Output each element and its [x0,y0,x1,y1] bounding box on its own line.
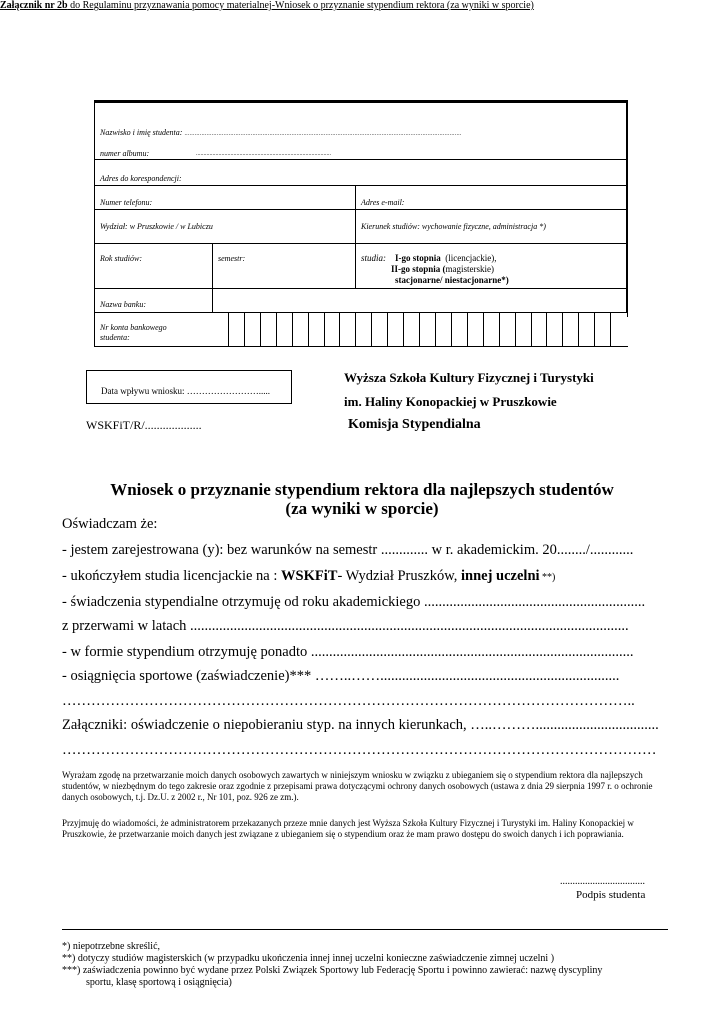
data-administrator-notice: Przyjmuję do wiadomości, że administratorem przekazanych przeze mnie danych jest Wyższa Szkoła Kultury Fizycznej i Turystyki im. Haliny Konopackiej w Pruszkowie, że przetwarzanie moich danych jest związane z ubieganiem się o stypendium oraz że mam prawo dostępu do swoich danych i ich poprawiania. [62,818,634,839]
account-digit-divider [292,312,293,346]
account-digit-divider [515,312,516,346]
signature-line[interactable]: .................................. [560,876,645,887]
studies-level-1-desc: (licencjackie), [445,253,497,263]
student-name-dots: ................................................................................................................................................................... [184,131,462,137]
account-digit-divider [562,312,563,346]
studies-level-2-desc: magisterskie) [445,264,495,274]
intake-date-box [86,370,292,404]
document-subtitle: (za wyniki w sporcie) [285,499,439,518]
account-digit-divider [546,312,547,346]
bank-name-label: Nazwa banku: [100,300,146,309]
bank-name-field[interactable] [100,300,146,310]
attachments-line: Załączniki: oświadczenie o niepobieraniu styp. na innych kierunkach, …..……….................................. [62,717,659,733]
attachment-header [0,0,560,12]
student-name-label: Nazwisko i imię studenta: [100,128,183,137]
intake-date-label: Data wpływu wniosku: ……………………..... [101,386,270,396]
declaration-registered: - jestem zarejestrowana (y): bez warunków na semestr ............. w r. akademickim. 20......../............ [62,542,634,558]
account-digit-divider [419,312,420,346]
album-number-label: numer albumu: [100,149,150,158]
account-digit-divider [276,312,277,346]
album-number-dots: .......................................................................................... [196,151,331,157]
form-divider [212,243,213,312]
account-digit-divider [260,312,261,346]
account-digit-divider [499,312,500,346]
semester-field[interactable] [218,254,245,264]
studies-mode: stacjonarne/ niestacjonarne*) [395,275,509,285]
form-divider [355,243,356,288]
committee-name: Komisja Stypendialna [348,417,481,432]
completed-faculty: - Wydział Pruszków, [337,568,461,584]
direction-field[interactable] [361,222,546,232]
address-field[interactable] [100,174,182,184]
account-digit-divider [403,312,404,346]
form-divider [94,159,628,160]
studies-level-2: II-go stopnia ( [391,264,446,274]
account-digit-divider [244,312,245,346]
reference-number: WSKFiT/R/................... [86,418,202,432]
address-label: Adres do korespondencji: [100,174,182,183]
footnote-ref: **) [539,572,556,583]
form-divider [355,185,356,243]
signature-label: Podpis studenta [576,889,646,901]
form-border [94,312,95,346]
completed-other-university: innej uczelni [461,568,540,584]
studies-label: studia: [361,253,387,263]
footnote-1: *) niepotrzebne skreślić, [62,941,161,952]
account-digit-divider [483,312,484,346]
account-label [100,323,167,343]
email-field[interactable] [361,198,404,208]
attachment-description: do Regulaminu przyznawania pomocy materialnej-Wniosek o przyznanie stypendium rektora (za wyniki w sporcie) [67,0,534,11]
account-digit-divider [578,312,579,346]
form-border [626,100,628,312]
account-digit-divider [387,312,388,346]
email-label: Adres e-mail: [361,198,405,207]
declaration-other-scholarship: - w formie stypendium otrzymuję ponadto ......................................................................................... [62,644,634,660]
completed-studies-text: - ukończyłem studia licencjackie na : [62,568,282,584]
form-divider [94,209,628,210]
student-name-field[interactable] [100,128,462,139]
achievements-continuation: ……………………………………………………………………………………………………….. [62,693,635,709]
faculty-label: Wydział: w Pruszkowie / w Lubiczu [100,222,213,231]
school-patron: im. Haliny Konopackiej w Pruszkowie [344,394,557,409]
declaration-breaks: z przerwami w latach ......................................................................................................................... [62,618,629,634]
form-border [94,100,628,102]
account-digit-divider [228,312,229,346]
account-digit-divider [371,312,372,346]
account-digit-divider [435,312,436,346]
account-digit-divider [531,312,532,346]
account-number-boxes[interactable] [212,312,626,346]
account-digit-divider [355,312,356,346]
studies-level-1: I-go stopnia [395,253,441,263]
account-digit-divider [339,312,340,346]
school-name: Wyższa Szkoła Kultury Fizycznej i Turystyki [344,370,594,385]
declaration-heading: Oświadczam że: [62,516,158,532]
year-field[interactable] [100,254,142,264]
faculty-field[interactable] [100,222,213,232]
account-label-line2: studenta: [100,333,130,342]
semester-label: semestr: [218,254,246,263]
account-digit-divider [610,312,611,346]
account-digit-divider [467,312,468,346]
footnote-2: **) dotyczy studiów magisterskich (w przypadku ukończenia innej innej uczelni konieczne zaświadczenie zimnej uczelni ) [62,953,555,964]
account-digit-divider [594,312,595,346]
account-digit-divider [324,312,325,346]
declaration-scholarship-since: - świadczenia stypendialne otrzymuję od roku akademickiego ............................................................. [62,594,646,610]
direction-label: Kierunek studiów: wychowanie fizyczne, administracja *) [361,222,546,231]
completed-at-wskfit: WSKFiT [281,568,338,584]
phone-field[interactable] [100,198,152,208]
account-digit-divider [308,312,309,346]
album-number-field[interactable] [100,149,331,159]
attachments-continuation: …………………………………………………………………………………………………………… [62,742,657,758]
declaration-sport-achievements: - osiągnięcia sportowe (zaświadczenie)*** ……..…….................................................................. [62,668,620,684]
account-digit-divider [451,312,452,346]
form-divider [94,185,628,186]
form-border [94,100,95,312]
footnote-3-continuation: sportu, klasę sportową i osiągnięcia) [86,977,232,988]
year-label: Rok studiów: [100,254,142,263]
document-title: Wniosek o przyznanie stypendium rektora dla najlepszych studentów [110,480,614,499]
studies-type-field[interactable] [361,253,621,286]
footnote-3: ***) zaświadczenia powinno być wydane przez Polski Związek Sportowy lub Federację Sportu i powinno zawierać: nazwę dyscypliny [62,965,603,976]
declaration-completed-studies [62,568,672,585]
phone-label: Numer telefonu: [100,198,153,207]
data-processing-consent: Wyrażam zgodę na przetwarzanie moich danych osobowych zawartych w niniejszym wniosku w związku z ubieganiem się o stypendium rektora dla najlepszych studentów, w niezbędnym do tego zakresie oraz zgodnie z przepisami prawa dotyczącymi ochrony danych osobowych (ustawa z dnia 29 sierpnia 1997 r. o ochronie danych osobowych, t.j. Dz.U. z 2002 r., Nr 101, poz. 926 ze zm.). [62,770,653,802]
footnote-separator [62,929,668,930]
form-divider [94,288,628,289]
attachment-number: Załącznik nr 2b [0,0,68,11]
form-divider [94,346,628,347]
account-label-line1: Nr konta bankowego [100,323,167,332]
form-divider [94,243,628,244]
